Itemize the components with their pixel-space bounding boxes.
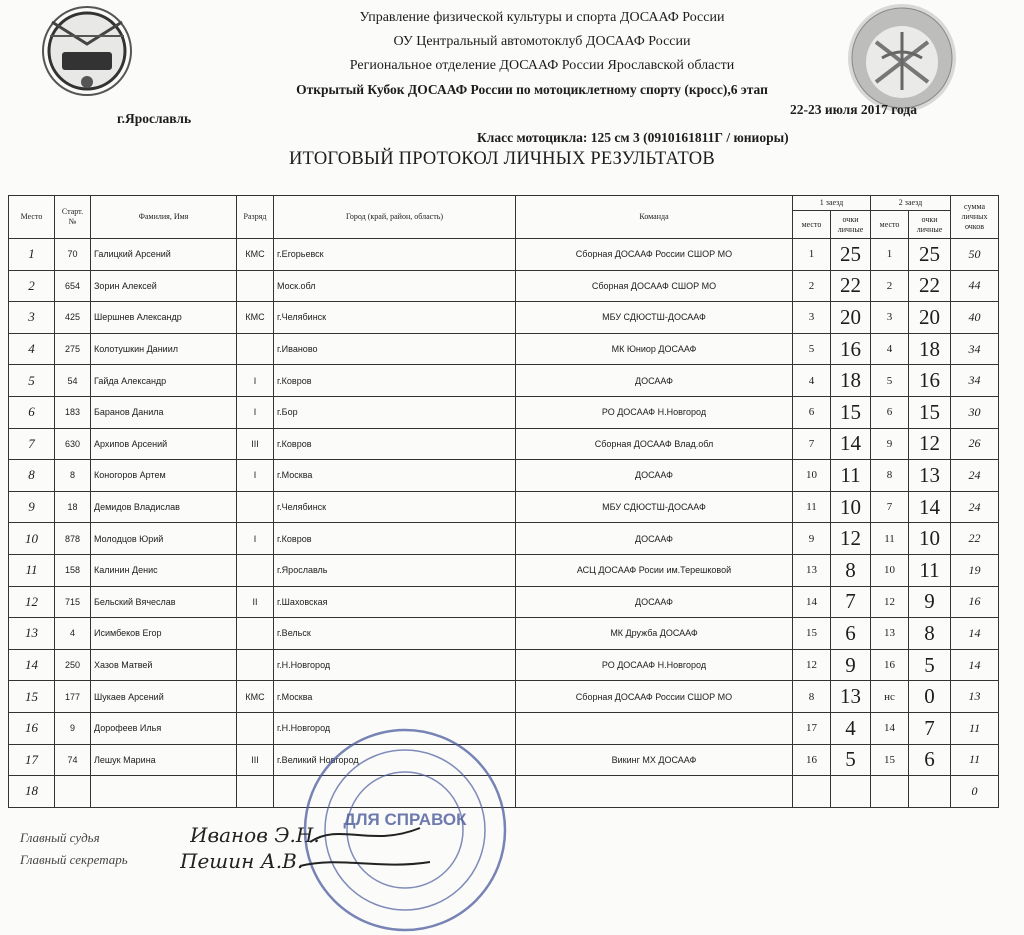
chief-secretary-label: Главный секретарь bbox=[20, 852, 128, 867]
cell-team: ДОСААФ bbox=[516, 586, 793, 618]
cell-heat1-points: 16 bbox=[831, 333, 871, 365]
cell-rank: III bbox=[237, 744, 274, 776]
col-heat1-points-a: очки bbox=[842, 214, 859, 224]
cell-heat1-place: 12 bbox=[793, 649, 831, 681]
cell-team: Викинг МХ ДОСААФ bbox=[516, 744, 793, 776]
cell-start: 183 bbox=[55, 396, 91, 428]
cell-heat2-place: 5 bbox=[871, 365, 909, 397]
cell-place: 11 bbox=[9, 554, 55, 586]
cell-name: Хазов Матвей bbox=[91, 649, 237, 681]
col-start-b: № bbox=[68, 217, 77, 226]
cell-team bbox=[516, 712, 793, 744]
cell-rank bbox=[237, 649, 274, 681]
cell-name: Исимбеков Егор bbox=[91, 618, 237, 650]
cell-heat2-points bbox=[909, 776, 951, 808]
org-line-3: Региональное отделение ДОСААФ России Ярославской области bbox=[349, 58, 735, 73]
cell-heat1-place: 14 bbox=[793, 586, 831, 618]
cell-team: ДОСААФ bbox=[516, 460, 793, 492]
cell-name: Колотушкин Даниил bbox=[91, 333, 237, 365]
cell-team: МБУ СДЮСТШ-ДОСААФ bbox=[516, 491, 793, 523]
cell-heat2-place: 7 bbox=[871, 491, 909, 523]
event-date: 22-23 июля 2017 года bbox=[790, 102, 917, 117]
cell-place: 3 bbox=[9, 302, 55, 334]
cell-heat2-points: 20 bbox=[909, 302, 951, 334]
col-sum-a: сумма bbox=[964, 202, 986, 211]
cell-name: Шукаев Арсений bbox=[91, 681, 237, 713]
cell-heat1-place: 4 bbox=[793, 365, 831, 397]
cell-heat2-points: 10 bbox=[909, 523, 951, 555]
cell-sum: 26 bbox=[951, 428, 999, 460]
cell-city: г.Егорьевск bbox=[274, 239, 516, 271]
cell-sum: 50 bbox=[951, 239, 999, 271]
col-sum-b: личных bbox=[961, 212, 988, 221]
cell-heat2-place: 8 bbox=[871, 460, 909, 492]
motorcycle-class: Класс мотоцикла: 125 см 3 (0910161811Г / юниоры) bbox=[477, 130, 789, 145]
event-city: г.Ярославль bbox=[117, 111, 192, 126]
cell-name: Баранов Данила bbox=[91, 396, 237, 428]
cell-rank bbox=[237, 618, 274, 650]
cell-heat2-points: 16 bbox=[909, 365, 951, 397]
cell-heat1-points bbox=[831, 776, 871, 808]
cell-name: Зорин Алексей bbox=[91, 270, 237, 302]
cell-sum: 13 bbox=[951, 681, 999, 713]
cell-rank bbox=[237, 270, 274, 302]
cell-heat2-points: 5 bbox=[909, 649, 951, 681]
cell-place: 9 bbox=[9, 491, 55, 523]
col-rank: Разряд bbox=[237, 196, 274, 239]
table-row bbox=[9, 649, 999, 681]
cell-place: 7 bbox=[9, 428, 55, 460]
cell-heat2-place: 1 bbox=[871, 239, 909, 271]
cell-place: 6 bbox=[9, 396, 55, 428]
cell-heat1-points: 14 bbox=[831, 428, 871, 460]
cell-city: г.Ярославль bbox=[274, 554, 516, 586]
cell-start: 654 bbox=[55, 270, 91, 302]
cell-team: МК Юниор ДОСААФ bbox=[516, 333, 793, 365]
cell-heat2-place bbox=[871, 776, 909, 808]
cell-start: 18 bbox=[55, 491, 91, 523]
cell-city: г.Челябинск bbox=[274, 302, 516, 334]
cell-city: г.Иваново bbox=[274, 333, 516, 365]
cell-heat2-points: 11 bbox=[909, 554, 951, 586]
col-heat2: 2 заезд bbox=[871, 196, 951, 211]
cell-sum: 14 bbox=[951, 649, 999, 681]
table-row bbox=[9, 681, 999, 713]
cell-heat1-place: 5 bbox=[793, 333, 831, 365]
table-row bbox=[9, 523, 999, 555]
cell-heat1-points: 5 bbox=[831, 744, 871, 776]
org-line-2: ОУ Центральный автомотоклуб ДОСААФ России bbox=[393, 34, 691, 49]
col-heat1: 1 заезд bbox=[793, 196, 871, 211]
cell-heat2-points: 25 bbox=[909, 239, 951, 271]
col-heat2-points-a: очки bbox=[921, 214, 938, 224]
cell-heat1-points: 6 bbox=[831, 618, 871, 650]
cell-heat1-place: 13 bbox=[793, 554, 831, 586]
cell-start: 70 bbox=[55, 239, 91, 271]
cell-city: г.Вельск bbox=[274, 618, 516, 650]
cell-start: 8 bbox=[55, 460, 91, 492]
cell-sum: 24 bbox=[951, 491, 999, 523]
cell-name: Гайда Александр bbox=[91, 365, 237, 397]
cell-start: 275 bbox=[55, 333, 91, 365]
cell-rank: I bbox=[237, 365, 274, 397]
cell-city: г.Москва bbox=[274, 681, 516, 713]
cell-name: Галицкий Арсений bbox=[91, 239, 237, 271]
cell-team: Сборная ДОСААФ Влад.обл bbox=[516, 428, 793, 460]
cell-team: Сборная ДОСААФ России СШОР МО bbox=[516, 681, 793, 713]
chief-judge-signature-text: Иванов Э.Н. bbox=[190, 823, 320, 847]
cell-heat2-points: 6 bbox=[909, 744, 951, 776]
cell-city: г.Ковров bbox=[274, 523, 516, 555]
cell-rank bbox=[237, 333, 274, 365]
cell-team: ДОСААФ bbox=[516, 523, 793, 555]
cell-sum: 0 bbox=[951, 776, 999, 808]
col-name: Фамилия, Имя bbox=[91, 196, 237, 239]
cell-start: 74 bbox=[55, 744, 91, 776]
cell-city: Моск.обл bbox=[274, 270, 516, 302]
cell-name: Молодцов Юрий bbox=[91, 523, 237, 555]
cell-rank: КМС bbox=[237, 681, 274, 713]
cell-start: 177 bbox=[55, 681, 91, 713]
cell-start: 54 bbox=[55, 365, 91, 397]
cell-place: 16 bbox=[9, 712, 55, 744]
cell-sum: 14 bbox=[951, 618, 999, 650]
cell-city: г.Шаховская bbox=[274, 586, 516, 618]
cell-heat2-place: 4 bbox=[871, 333, 909, 365]
table-row bbox=[9, 239, 999, 271]
cell-start: 250 bbox=[55, 649, 91, 681]
table-row bbox=[9, 428, 999, 460]
cell-team: РО ДОСААФ Н.Новгород bbox=[516, 396, 793, 428]
cell-heat1-place: 8 bbox=[793, 681, 831, 713]
table-row bbox=[9, 460, 999, 492]
cell-heat2-place: нс bbox=[871, 681, 909, 713]
cell-name: Бельский Вячеслав bbox=[91, 586, 237, 618]
cell-sum: 24 bbox=[951, 460, 999, 492]
cell-place: 4 bbox=[9, 333, 55, 365]
cell-start bbox=[55, 776, 91, 808]
cell-name: Шершнев Александр bbox=[91, 302, 237, 334]
cell-start: 715 bbox=[55, 586, 91, 618]
chief-secretary-signature bbox=[180, 846, 440, 876]
cell-heat1-points: 13 bbox=[831, 681, 871, 713]
cell-place: 5 bbox=[9, 365, 55, 397]
results-table bbox=[8, 195, 999, 808]
cell-heat1-place: 7 bbox=[793, 428, 831, 460]
cell-heat2-points: 7 bbox=[909, 712, 951, 744]
cell-heat1-points: 10 bbox=[831, 491, 871, 523]
cell-heat2-place: 12 bbox=[871, 586, 909, 618]
cell-city: г.Ковров bbox=[274, 428, 516, 460]
cell-place: 12 bbox=[9, 586, 55, 618]
table-row bbox=[9, 618, 999, 650]
cell-sum: 40 bbox=[951, 302, 999, 334]
cell-place: 17 bbox=[9, 744, 55, 776]
cell-start: 4 bbox=[55, 618, 91, 650]
table-row bbox=[9, 491, 999, 523]
cell-heat2-place: 14 bbox=[871, 712, 909, 744]
cell-heat1-place: 16 bbox=[793, 744, 831, 776]
cell-sum: 30 bbox=[951, 396, 999, 428]
cell-sum: 11 bbox=[951, 712, 999, 744]
cell-place: 1 bbox=[9, 239, 55, 271]
cell-heat2-place: 9 bbox=[871, 428, 909, 460]
cell-heat2-points: 0 bbox=[909, 681, 951, 713]
cell-name: Архипов Арсений bbox=[91, 428, 237, 460]
cell-rank: II bbox=[237, 586, 274, 618]
col-heat2-points-b: личные bbox=[916, 224, 943, 234]
cell-heat1-place: 11 bbox=[793, 491, 831, 523]
cell-rank bbox=[237, 554, 274, 586]
cell-team: РО ДОСААФ Н.Новгород bbox=[516, 649, 793, 681]
col-team: Команда bbox=[516, 196, 793, 239]
cell-sum: 44 bbox=[951, 270, 999, 302]
results-body bbox=[9, 239, 999, 808]
cell-place: 15 bbox=[9, 681, 55, 713]
cell-name: Коногоров Артем bbox=[91, 460, 237, 492]
cell-rank bbox=[237, 712, 274, 744]
cell-start: 9 bbox=[55, 712, 91, 744]
cell-team: МБУ СДЮСТШ-ДОСААФ bbox=[516, 302, 793, 334]
cell-heat1-points: 22 bbox=[831, 270, 871, 302]
cell-rank: КМС bbox=[237, 239, 274, 271]
event-title: Открытый Кубок ДОСААФ России по мотоциклетному спорту (кросс),6 этап bbox=[296, 82, 768, 97]
cell-heat1-place: 15 bbox=[793, 618, 831, 650]
cell-city: г.Ковров bbox=[274, 365, 516, 397]
cell-city: г.Челябинск bbox=[274, 491, 516, 523]
cell-heat1-points: 7 bbox=[831, 586, 871, 618]
cell-start: 158 bbox=[55, 554, 91, 586]
cell-heat1-place: 1 bbox=[793, 239, 831, 271]
cell-city: г.Москва bbox=[274, 460, 516, 492]
cell-place: 8 bbox=[9, 460, 55, 492]
cell-heat1-points: 8 bbox=[831, 554, 871, 586]
table-row bbox=[9, 270, 999, 302]
chief-judge-label: Главный судья bbox=[20, 830, 100, 845]
col-sum bbox=[951, 196, 999, 239]
org-line-1: Управление физической культуры и спорта ДОСААФ России bbox=[359, 10, 725, 25]
cell-rank bbox=[237, 491, 274, 523]
cell-place: 18 bbox=[9, 776, 55, 808]
cell-heat2-place: 16 bbox=[871, 649, 909, 681]
cell-heat2-points: 8 bbox=[909, 618, 951, 650]
cell-heat2-place: 11 bbox=[871, 523, 909, 555]
cell-place: 13 bbox=[9, 618, 55, 650]
cell-heat1-place: 9 bbox=[793, 523, 831, 555]
cell-name: Дорофеев Илья bbox=[91, 712, 237, 744]
cell-sum: 19 bbox=[951, 554, 999, 586]
cell-heat2-points: 22 bbox=[909, 270, 951, 302]
cell-heat1-points: 20 bbox=[831, 302, 871, 334]
cell-heat2-points: 14 bbox=[909, 491, 951, 523]
col-sum-c: очков bbox=[964, 222, 985, 231]
cell-place: 10 bbox=[9, 523, 55, 555]
col-start-a: Старт. bbox=[61, 207, 84, 216]
cell-place: 14 bbox=[9, 649, 55, 681]
cell-sum: 34 bbox=[951, 333, 999, 365]
cell-heat1-place: 3 bbox=[793, 302, 831, 334]
cell-team: МК Дружба ДОСААФ bbox=[516, 618, 793, 650]
cell-sum: 16 bbox=[951, 586, 999, 618]
col-heat1-place: место bbox=[793, 211, 831, 239]
cell-start: 878 bbox=[55, 523, 91, 555]
cell-name: Калинин Денис bbox=[91, 554, 237, 586]
cell-heat1-place: 6 bbox=[793, 396, 831, 428]
cell-team: Сборная ДОСААФ России СШОР МО bbox=[516, 239, 793, 271]
cell-heat2-points: 15 bbox=[909, 396, 951, 428]
table-row bbox=[9, 333, 999, 365]
cell-start: 425 bbox=[55, 302, 91, 334]
cell-heat1-points: 11 bbox=[831, 460, 871, 492]
col-heat2-points bbox=[909, 211, 951, 239]
cell-heat1-place bbox=[793, 776, 831, 808]
cell-heat2-place: 6 bbox=[871, 396, 909, 428]
cell-rank: КМС bbox=[237, 302, 274, 334]
cell-heat2-points: 12 bbox=[909, 428, 951, 460]
cell-city: г.Великий Новгород bbox=[274, 744, 516, 776]
table-row bbox=[9, 302, 999, 334]
cell-rank: I bbox=[237, 460, 274, 492]
cell-heat1-place: 2 bbox=[793, 270, 831, 302]
col-start bbox=[55, 196, 91, 239]
cell-place: 2 bbox=[9, 270, 55, 302]
cell-name: Демидов Владислав bbox=[91, 491, 237, 523]
cell-team: Сборная ДОСААФ СШОР МО bbox=[516, 270, 793, 302]
cell-name bbox=[91, 776, 237, 808]
cell-heat1-place: 10 bbox=[793, 460, 831, 492]
stamp-text: ДЛЯ СПРАВОК bbox=[343, 810, 467, 829]
cell-name: Лешук Марина bbox=[91, 744, 237, 776]
col-heat1-points-b: личные bbox=[837, 224, 864, 234]
cell-heat1-place: 17 bbox=[793, 712, 831, 744]
col-heat1-points bbox=[831, 211, 871, 239]
cell-sum: 22 bbox=[951, 523, 999, 555]
cell-team: АСЦ ДОСААФ Росии им.Терешковой bbox=[516, 554, 793, 586]
cell-heat2-place: 15 bbox=[871, 744, 909, 776]
cell-heat2-place: 3 bbox=[871, 302, 909, 334]
cell-heat2-points: 18 bbox=[909, 333, 951, 365]
cell-heat1-points: 18 bbox=[831, 365, 871, 397]
table-row bbox=[9, 586, 999, 618]
cell-heat2-points: 13 bbox=[909, 460, 951, 492]
cell-heat1-points: 4 bbox=[831, 712, 871, 744]
cell-rank: I bbox=[237, 396, 274, 428]
cell-heat2-place: 13 bbox=[871, 618, 909, 650]
cell-heat1-points: 15 bbox=[831, 396, 871, 428]
col-heat2-place: место bbox=[871, 211, 909, 239]
cell-heat1-points: 9 bbox=[831, 649, 871, 681]
cell-heat2-place: 2 bbox=[871, 270, 909, 302]
table-row bbox=[9, 396, 999, 428]
cell-heat2-points: 9 bbox=[909, 586, 951, 618]
cell-team: ДОСААФ bbox=[516, 365, 793, 397]
cell-rank: I bbox=[237, 523, 274, 555]
table-row bbox=[9, 554, 999, 586]
cell-heat2-place: 10 bbox=[871, 554, 909, 586]
cell-team bbox=[516, 776, 793, 808]
cell-city: г.Н.Новгород bbox=[274, 712, 516, 744]
cell-sum: 11 bbox=[951, 744, 999, 776]
table-row bbox=[9, 365, 999, 397]
chief-secretary-signature-text: Пешин А.В. bbox=[180, 849, 304, 873]
cell-city: г.Н.Новгород bbox=[274, 649, 516, 681]
cell-rank bbox=[237, 776, 274, 808]
col-place: Место bbox=[9, 196, 55, 239]
protocol-title: ИТОГОВЫЙ ПРОТОКОЛ ЛИЧНЫХ РЕЗУЛЬТАТОВ bbox=[289, 149, 715, 169]
cell-heat1-points: 12 bbox=[831, 523, 871, 555]
cell-heat1-points: 25 bbox=[831, 239, 871, 271]
cell-city: г.Бор bbox=[274, 396, 516, 428]
col-city: Город (край, район, область) bbox=[274, 196, 516, 239]
cell-sum: 34 bbox=[951, 365, 999, 397]
cell-rank: III bbox=[237, 428, 274, 460]
cell-start: 630 bbox=[55, 428, 91, 460]
